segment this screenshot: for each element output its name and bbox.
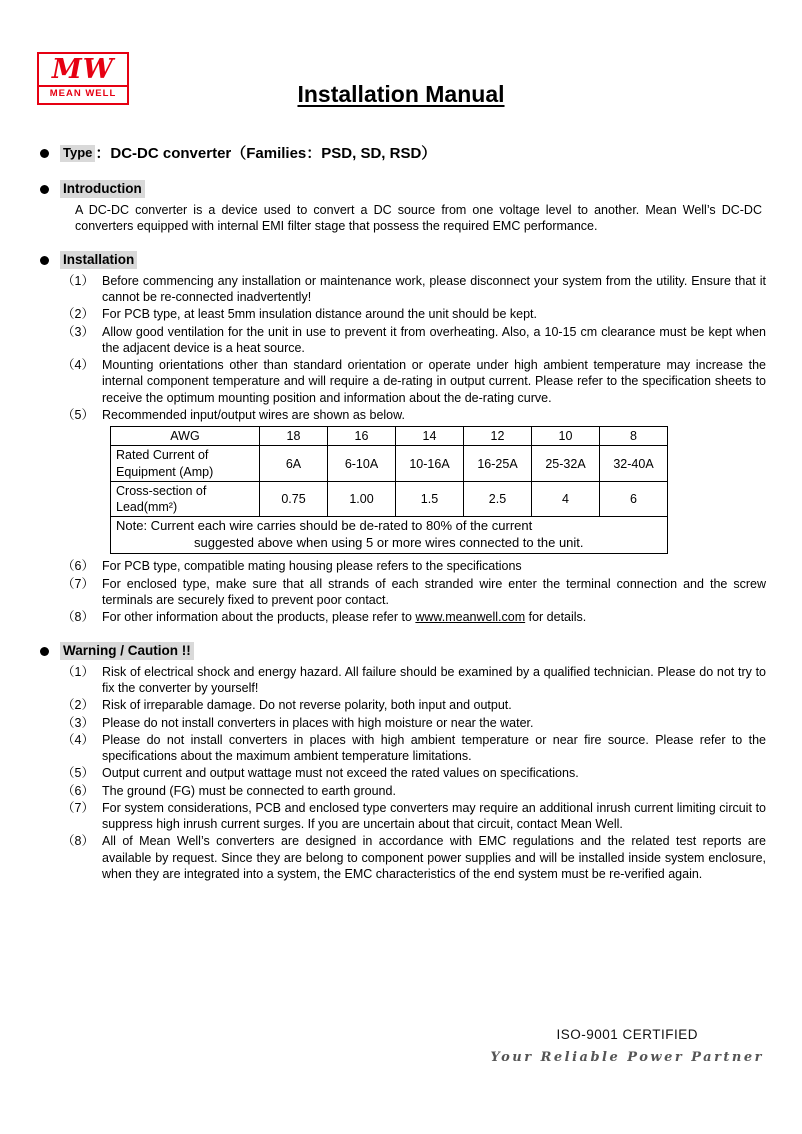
- item-text: The ground (FG) must be connected to earth ground.: [102, 783, 396, 798]
- type-section: [40, 144, 802, 164]
- item-number: （2）: [62, 307, 94, 322]
- item-text-before: For other information about the products, please refer to: [102, 610, 416, 625]
- item-text: For PCB type, at least 5mm insulation distance around the unit should be kept.: [102, 307, 537, 322]
- table-note: [111, 517, 668, 554]
- installation-item-2: [62, 306, 766, 322]
- item-number: （8）: [62, 834, 94, 849]
- item-number: （5）: [62, 407, 94, 422]
- table-header-cell: 8: [600, 427, 668, 446]
- item-number: （5）: [62, 766, 94, 781]
- page-title: Installation Manual: [297, 81, 505, 107]
- item-text: For PCB type, compatible mating housing please refers to the specifications: [102, 559, 522, 574]
- item-text: Output current and output wattage must not exceed the rated values on specifications.: [102, 766, 579, 781]
- item-text-after: for details.: [525, 610, 587, 625]
- installation-heading: [40, 251, 802, 269]
- table-header-cell: 16: [328, 427, 396, 446]
- installation-item-6: [62, 558, 766, 574]
- warning-item-4: [62, 732, 766, 765]
- table-header-cell: 10: [532, 427, 600, 446]
- bullet-icon: [40, 256, 49, 265]
- table-cell: 2.5: [464, 481, 532, 517]
- item-text: Please do not install converters in places with high ambient temperature or near fire source. Please refer to the specifications about the maximum ambient temperature limitations.: [102, 732, 766, 764]
- bullet-icon: [40, 185, 49, 194]
- warning-item-7: [62, 800, 766, 833]
- meanwell-logo: [37, 52, 129, 105]
- installation-heading-label: Installation: [60, 251, 137, 269]
- item-text: For system considerations, PCB and enclosed type converters may require an additional inrush current limiting circuit to suppress high inrush current surges. If you are uncertain about that circuit, contact Mean Well.: [102, 800, 766, 832]
- warning-item-1: [62, 664, 766, 697]
- bullet-icon: [40, 647, 49, 656]
- table-header-cell: AWG: [111, 427, 260, 446]
- item-text: Risk of irreparable damage. Do not reverse polarity, both input and output.: [102, 698, 512, 713]
- table-note-line-2: suggested above when using 5 or more wires connected to the unit.: [194, 535, 584, 551]
- table-cell: 25-32A: [532, 446, 600, 482]
- warning-heading: [40, 642, 802, 660]
- item-number: （6）: [62, 559, 94, 574]
- table-cell: 6A: [260, 446, 328, 482]
- item-number: （3）: [62, 324, 94, 339]
- table-cell: 6-10A: [328, 446, 396, 482]
- item-text: [102, 609, 766, 625]
- item-number: （7）: [62, 576, 94, 591]
- table-cell: 32-40A: [600, 446, 668, 482]
- item-text: All of Mean Well’s converters are designed in accordance with EMC regulations and the related test reports are available by request. Since they are belong to component power supplies and will be installed inside system enclosure, when they are integrated into a system, the EMC characteristics of the end system must be re-verified again.: [102, 834, 766, 881]
- page-footer: [490, 1026, 764, 1066]
- item-number: （1）: [62, 273, 94, 288]
- meanwell-website-link[interactable]: www.meanwell.com: [415, 610, 526, 625]
- wire-table-header-row: [111, 427, 668, 446]
- table-cell: 16-25A: [464, 446, 532, 482]
- warning-item-6: [62, 783, 766, 799]
- table-cell: 4: [532, 481, 600, 517]
- type-value: ：DC-DC converter（Families：PSD, SD, RSD）: [95, 144, 437, 162]
- wire-table: [110, 426, 668, 554]
- item-text: Before commencing any installation or maintenance work, please disconnect your system from the utility. Ensure that it cannot be re-connected inadvertently!: [102, 273, 766, 305]
- table-row-label: Cross-section of Lead(mm²): [111, 481, 260, 517]
- logo-mw-mark: MW: [51, 54, 115, 85]
- item-number: （4）: [62, 732, 94, 747]
- table-cell: 6: [600, 481, 668, 517]
- installation-item-7: [62, 576, 766, 609]
- bullet-icon: [40, 149, 49, 158]
- introduction-heading: [40, 180, 802, 198]
- table-header-cell: 18: [260, 427, 328, 446]
- item-number: （6）: [62, 783, 94, 798]
- item-text: Recommended input/output wires are shown as below.: [102, 407, 405, 422]
- item-text: Mounting orientations other than standard orientation or operate under high ambient temperature may increase the internal component temperature and will require a de-rating in output current. Please refer to the specification sheets to receive the optimum mounting position and information about the de-rating curve.: [102, 358, 766, 405]
- warning-heading-label: Warning / Caution !!: [60, 642, 194, 660]
- table-cell: 1.00: [328, 481, 396, 517]
- table-header-cell: 12: [464, 427, 532, 446]
- item-text: Allow good ventilation for the unit in use to prevent it from overheating. Also, a 10-15 cm clearance must be kept when the adjacent device is a heat source.: [102, 324, 766, 355]
- table-header-cell: 14: [396, 427, 464, 446]
- item-number: （1）: [62, 664, 94, 679]
- warning-item-3: [62, 715, 766, 731]
- item-text: For enclosed type, make sure that all strands of each stranded wire enter the terminal connection and the screw terminals are securely fixed to prevent poor contact.: [102, 576, 766, 607]
- warning-item-8: [62, 833, 766, 882]
- wire-table-row-rated-current: [111, 446, 668, 482]
- introduction-body: A DC-DC converter is a device used to convert a DC source from one voltage level to another. Mean Well’s DC-DC converters equipped with internal EMI filter stage that possess the required EMC performance.: [75, 202, 762, 234]
- item-number: （8）: [62, 610, 94, 625]
- table-cell: 1.5: [396, 481, 464, 517]
- item-number: （4）: [62, 358, 94, 373]
- installation-item-1: [62, 273, 766, 306]
- iso-certification-text: ISO-9001 CERTIFIED: [556, 1027, 698, 1042]
- installation-item-5: [62, 407, 766, 423]
- logo-brand-text: MEAN WELL: [39, 85, 127, 102]
- slogan-text: Your Reliable Power Partner: [490, 1049, 764, 1065]
- item-number: （2）: [62, 698, 94, 713]
- wire-table-note-row: [111, 517, 668, 554]
- item-text: Please do not install converters in places with high moisture or near the water.: [102, 715, 534, 730]
- warning-item-5: [62, 765, 766, 781]
- installation-item-8: [62, 609, 766, 625]
- installation-item-4: [62, 357, 766, 406]
- item-number: （7）: [62, 800, 94, 815]
- installation-item-3: [62, 324, 766, 357]
- type-label: Type: [60, 145, 95, 162]
- item-text: Risk of electrical shock and energy hazard. All failure should be examined by a qualified technician. Please do not try to fix the converter by yourself!: [102, 664, 766, 696]
- table-note-line-1: Note: Current each wire carries should be de-rated to 80% of the current: [116, 518, 533, 534]
- table-cell: 0.75: [260, 481, 328, 517]
- wire-table-row-cross-section: [111, 481, 668, 517]
- warning-item-2: [62, 697, 766, 713]
- introduction-heading-label: Introduction: [60, 180, 145, 198]
- table-cell: 10-16A: [396, 446, 464, 482]
- item-number: （3）: [62, 715, 94, 730]
- table-row-label: Rated Current of Equipment (Amp): [111, 446, 260, 482]
